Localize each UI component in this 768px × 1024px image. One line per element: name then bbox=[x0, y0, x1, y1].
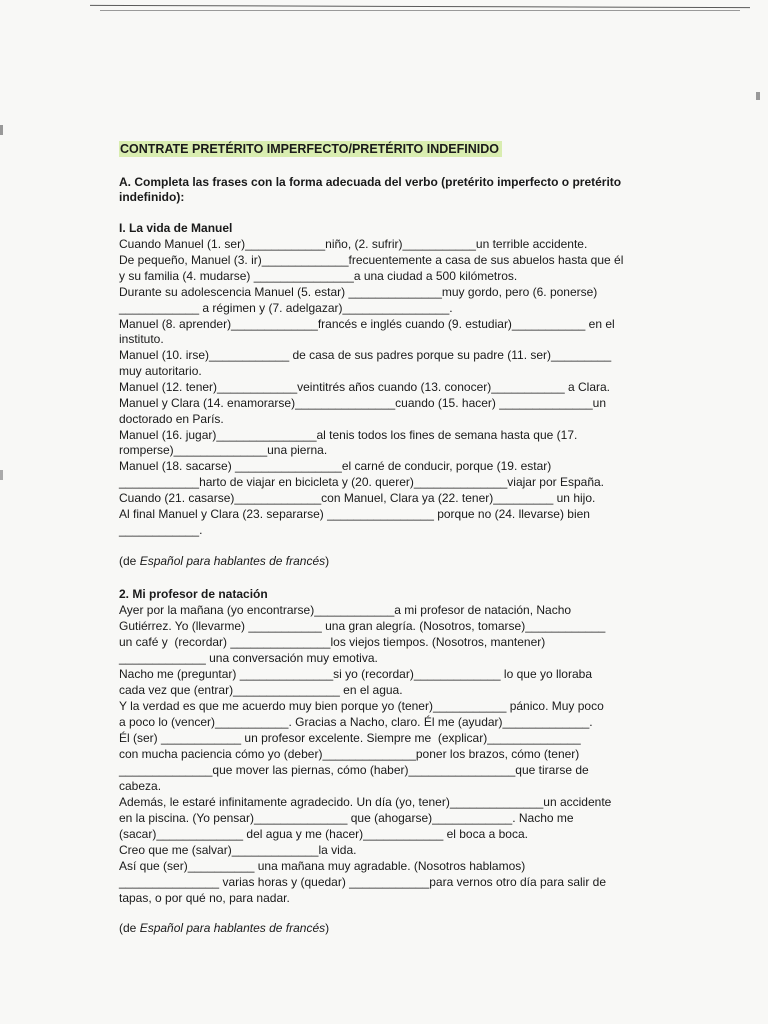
exercise2-line: Él (ser) ____________ un profesor excelente. Siempre me (explicar)______________ bbox=[119, 731, 581, 745]
exercise2-line: tapas, o por qué no, para nadar. bbox=[119, 891, 290, 905]
exercise1-line: instituto. bbox=[119, 332, 164, 346]
exercise2-line: un café y (recordar) _______________los viejos tiempos. (Nosotros, mantener) bbox=[119, 635, 546, 649]
source-suffix: ) bbox=[325, 921, 330, 935]
exercise2-line: cada vez que (entrar)________________ en el agua. bbox=[119, 683, 403, 697]
exercise1-line: Manuel (12. tener)____________veintitrés años cuando (13. conocer)___________ a Clara. bbox=[119, 380, 611, 394]
worksheet-title: CONTRATE PRETÉRITO IMPERFECTO/PRETÉRITO INDEFINIDO bbox=[119, 141, 502, 157]
exercise2-line: Nacho me (preguntar) ______________si yo (recordar)_____________ lo que yo lloraba bbox=[119, 667, 592, 681]
top-edge-line bbox=[90, 5, 750, 8]
exercise2-line: Creo que me (salvar)_____________la vida. bbox=[119, 843, 357, 857]
exercise2-line: Ayer por la mañana (yo encontrarse)____________a mi profesor de natación, Nacho bbox=[119, 603, 572, 617]
source-citation bbox=[119, 921, 329, 936]
section2-heading: 2. Mi profesor de natación bbox=[119, 587, 268, 601]
exercise1-line: Al final Manuel y Clara (23. separarse) ________________ porque no (24. llevarse) bien bbox=[119, 507, 590, 521]
exercise2-line: _____________ una conversación muy emotiva. bbox=[119, 651, 378, 665]
exercise2-line: ______________que mover las piernas, cómo (haber)________________que tirarse de bbox=[119, 763, 589, 777]
exercise1-line: Cuando Manuel (1. ser)____________niño, (2. sufrir)___________un terrible accidente. bbox=[119, 237, 588, 251]
exercise1-line: romperse)______________una pierna. bbox=[119, 443, 328, 457]
source-prefix: (de bbox=[119, 921, 140, 935]
exercise1-line: muy autoritario. bbox=[119, 364, 202, 378]
exercise1-line: Manuel y Clara (14. enamorarse)_______________cuando (15. hacer) ______________un bbox=[119, 396, 607, 410]
right-edge-mark bbox=[756, 92, 760, 100]
exercise1-line: Manuel (8. aprender)_____________francés e inglés cuando (9. estudiar)___________ en el bbox=[119, 317, 615, 331]
exercise2-line: a poco lo (vencer)___________. Gracias a Nacho, claro. Él me (ayudar)_____________. bbox=[119, 715, 593, 729]
exercise2-line: con mucha paciencia cómo yo (deber)______________poner los brazos, cómo (tener) bbox=[119, 747, 580, 761]
exercise1-line: y su familia (4. mudarse) _______________a una ciudad a 500 kilómetros. bbox=[119, 269, 518, 283]
exercise2-line: cabeza. bbox=[119, 779, 162, 793]
exercise2-line: Además, le estaré infinitamente agradecido. Un día (yo, tener)______________un accidente bbox=[119, 795, 612, 809]
exercise2-line: en la piscina. (Yo pensar)______________ que (ahogarse)____________. Nacho me bbox=[119, 811, 574, 825]
exercise1-line: Manuel (18. sacarse) ________________el carné de conducir, porque (19. estar) bbox=[119, 459, 552, 473]
instruction-line: indefinido): bbox=[119, 190, 185, 204]
source-book-title: Español para hablantes de francés bbox=[139, 554, 326, 568]
exercise1-line: Durante su adolescencia Manuel (5. estar) ______________muy gordo, pero (6. ponerse) bbox=[119, 285, 598, 299]
exercise2-line: Y la verdad es que me acuerdo muy bien porque yo (tener)___________ pánico. Muy poco bbox=[119, 699, 604, 713]
source-book-title: Español para hablantes de francés bbox=[139, 921, 326, 935]
left-edge-mark-lower bbox=[0, 470, 3, 480]
exercise1-line: ____________. bbox=[119, 523, 203, 537]
instruction-line: A. Completa las frases con la forma adecuada del verbo (pretérito imperfecto o pretérito bbox=[119, 175, 622, 189]
section1-heading: I. La vida de Manuel bbox=[119, 221, 233, 235]
exercise1-line: Manuel (16. jugar)_______________al tenis todos los fines de semana hasta que (17. bbox=[119, 428, 578, 442]
exercise1-line: doctorado en París. bbox=[119, 412, 224, 426]
source-suffix: ) bbox=[325, 554, 330, 568]
exercise2-line: _______________ varias horas y (quedar) ____________para vernos otro día para salir de bbox=[119, 875, 607, 889]
left-edge-mark bbox=[0, 125, 3, 135]
source-prefix: (de bbox=[119, 554, 140, 568]
source-citation bbox=[119, 554, 329, 569]
exercise1-line: Manuel (10. irse)____________ de casa de sus padres porque su padre (11. ser)_________ bbox=[119, 348, 612, 362]
exercise1-line: Cuando (21. casarse)_____________con Manuel, Clara ya (22. tener)_________ un hijo. bbox=[119, 491, 596, 505]
exercise1-line: ____________harto de viajar en bicicleta y (20. querer)______________viajar por España. bbox=[119, 475, 605, 489]
exercise1-line: De pequeño, Manuel (3. ir)_____________frecuentemente a casa de sus abuelos hasta que él bbox=[119, 253, 624, 267]
exercise2-line: (sacar)_____________ del agua y me (hacer)____________ el boca a boca. bbox=[119, 827, 528, 841]
exercise1-line: ____________ a régimen y (7. adelgazar)________________. bbox=[119, 301, 453, 315]
top-edge-line-secondary bbox=[100, 10, 740, 11]
exercise2-line: Gutiérrez. Yo (llevarme) ___________ una gran alegría. (Nosotros, tomarse)____________ bbox=[119, 619, 606, 633]
exercise2-line: Así que (ser)__________ una mañana muy agradable. (Nosotros hablamos) bbox=[119, 859, 526, 873]
